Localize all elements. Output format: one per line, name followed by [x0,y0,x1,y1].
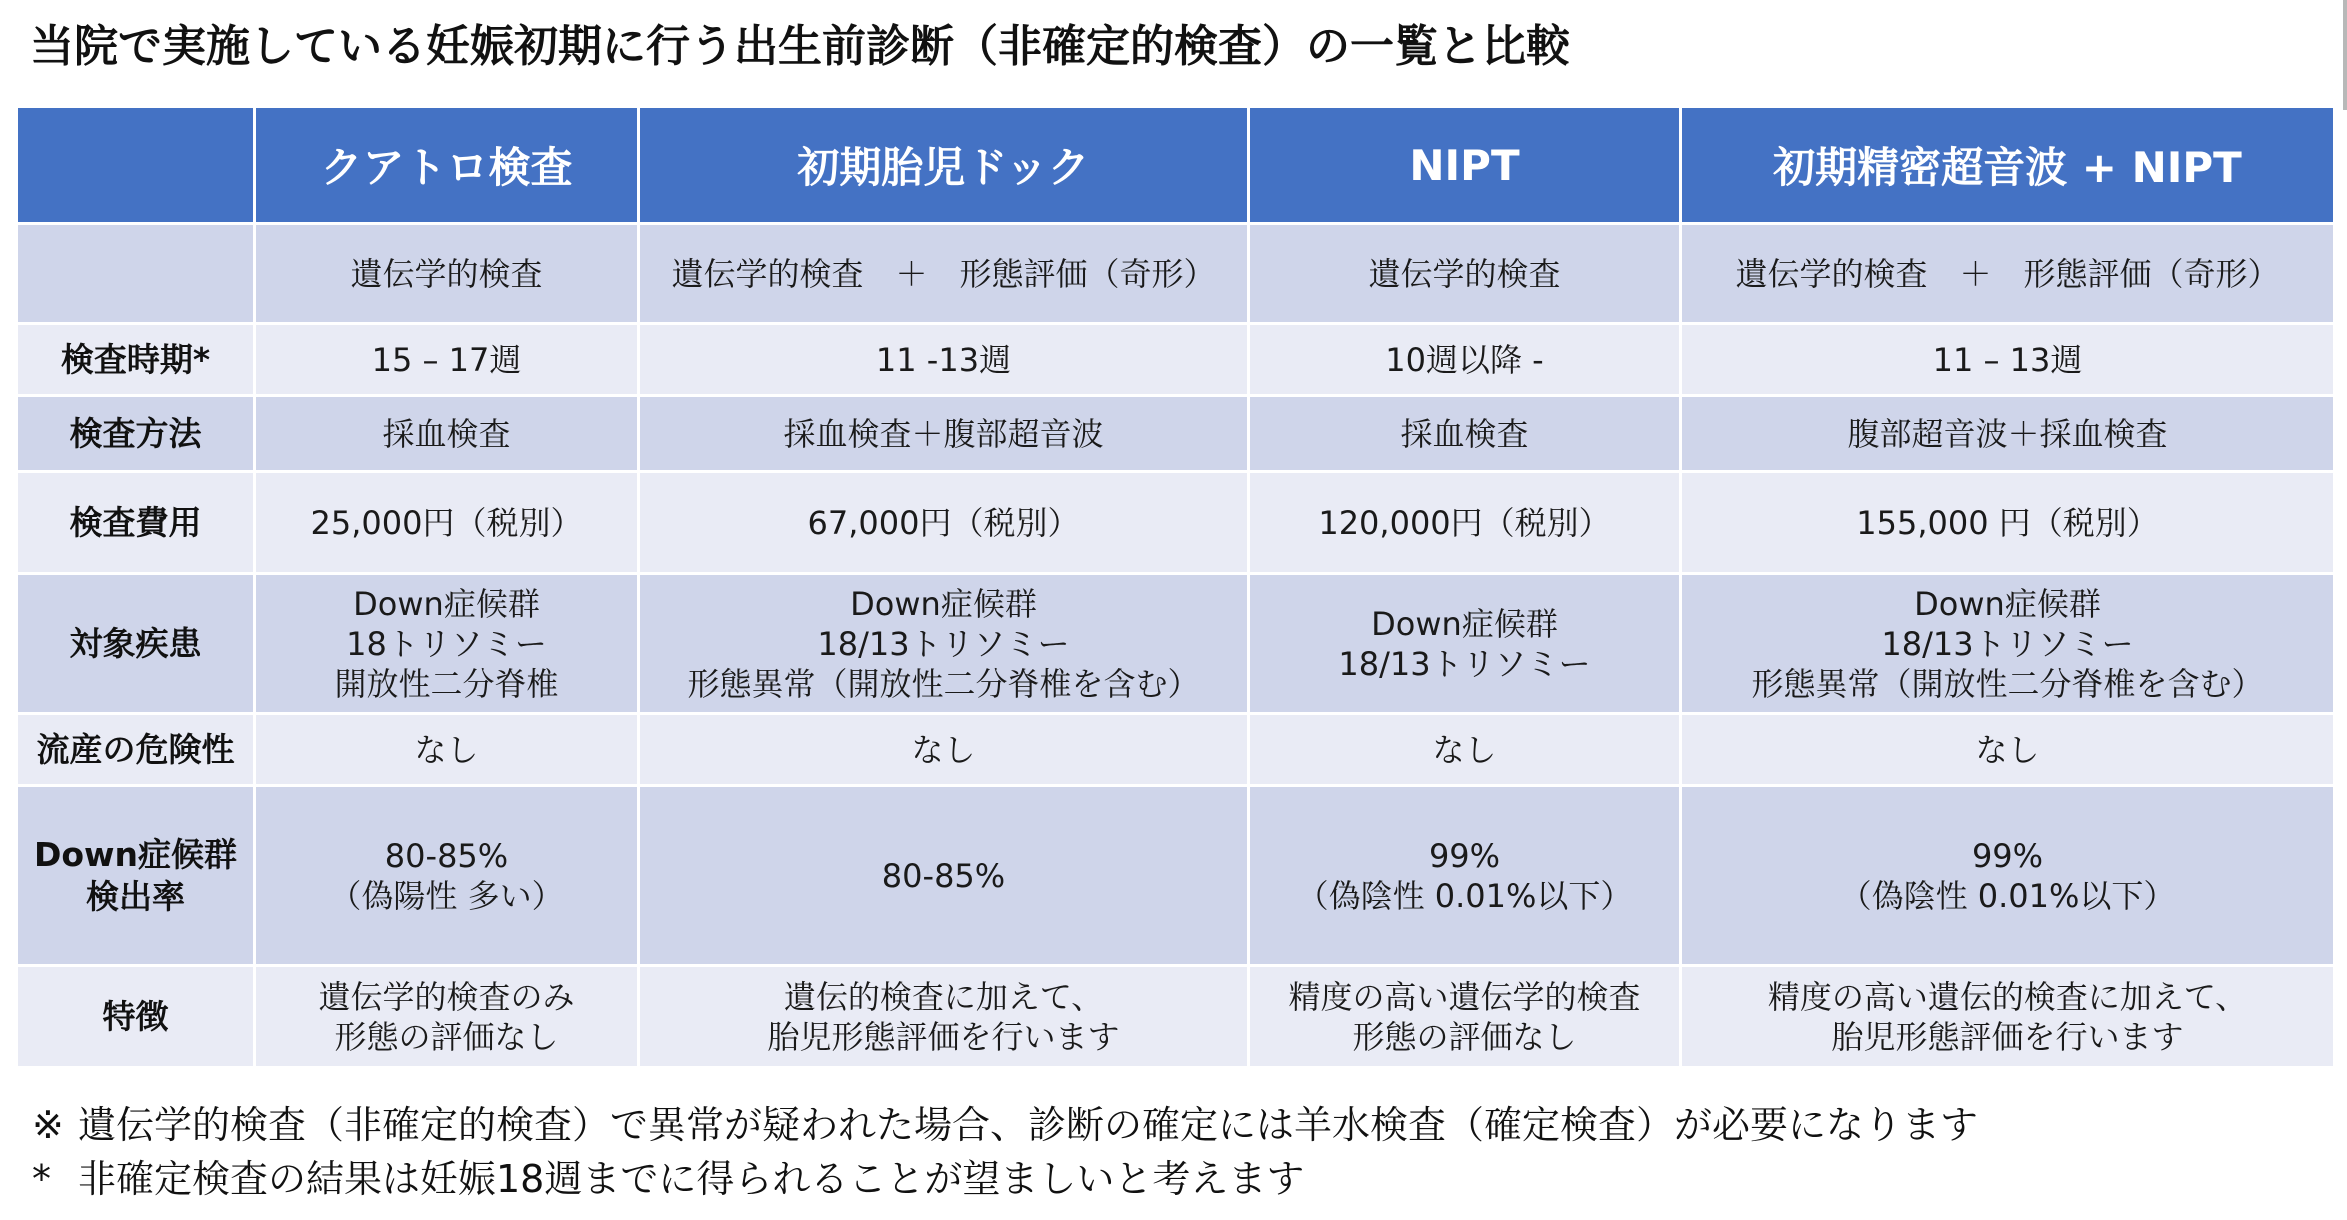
comparison-table [15,105,2336,1069]
table-cell: Down症候群 18/13トリソミー [1249,574,1681,714]
table-cell: 遺伝学的検査 ＋ 形態評価（奇形） [1681,224,2335,324]
table-cell: 80-85% [639,786,1249,966]
footnotes [32,1098,1978,1206]
footnote-mark: ※ [32,1103,64,1147]
table-cell: 遺伝的検査に加えて、 胎児形態評価を行います [639,966,1249,1068]
table-row-cost [17,472,2335,574]
footnote-text: 遺伝学的検査（非確定的検査）で異常が疑われた場合、診断の確定には羊水検査（確定検査）が必要になります [78,1103,1979,1147]
header-corner [17,107,255,224]
footnote-text: 非確定検査の結果は妊娠18週までに得られることが望ましいと考えます [78,1157,1305,1201]
header-ultrasound-nipt: 初期精密超音波 + NIPT [1681,107,2335,224]
table-cell: Down症候群 18/13トリソミー 形態異常（開放性二分脊椎を含む） [639,574,1249,714]
table-cell: 遺伝学的検査 [1249,224,1681,324]
table-row-method [17,396,2335,472]
table-row-target-diseases [17,574,2335,714]
table-cell: 99% （偽陰性 0.01%以下） [1681,786,2335,966]
table-row-features [17,966,2335,1068]
footnote-confirmatory-test [32,1098,1978,1152]
footnote-mark: * [32,1157,51,1201]
page-title: 当院で実施している妊娠初期に行う出生前診断（非確定的検査）の一覧と比較 [30,21,1570,72]
table-cell: なし [639,714,1249,786]
table-cell: Down症候群 18/13トリソミー 形態異常（開放性二分脊椎を含む） [1681,574,2335,714]
table-cell: 採血検査 [1249,396,1681,472]
row-label: 検査時期* [17,324,255,396]
table-cell: 25,000円（税別） [255,472,639,574]
table-cell: 10週以降 - [1249,324,1681,396]
footnote-timing [32,1152,1978,1206]
table-cell: 精度の高い遺伝的検査に加えて、 胎児形態評価を行います [1681,966,2335,1068]
table-cell: 精度の高い遺伝学的検査 形態の評価なし [1249,966,1681,1068]
table-cell: Down症候群 18トリソミー 開放性二分脊椎 [255,574,639,714]
row-label: 特徴 [17,966,255,1068]
table-row-miscarriage-risk [17,714,2335,786]
table-cell: 腹部超音波＋採血検査 [1681,396,2335,472]
header-quattro-test: クアトロ検査 [255,107,639,224]
table-cell: 155,000 円（税別） [1681,472,2335,574]
row-label: 対象疾患 [17,574,255,714]
table-header-row [17,107,2335,224]
table-cell: 採血検査＋腹部超音波 [639,396,1249,472]
table-cell: 15 – 17週 [255,324,639,396]
table-cell: なし [1681,714,2335,786]
table-cell: 11 – 13週 [1681,324,2335,396]
table-cell: なし [255,714,639,786]
row-label: 流産の危険性 [17,714,255,786]
edge-divider [2343,0,2347,110]
table-cell: なし [1249,714,1681,786]
table-cell: 67,000円（税別） [639,472,1249,574]
table-row-timing [17,324,2335,396]
table-cell: 120,000円（税別） [1249,472,1681,574]
row-label: 検査費用 [17,472,255,574]
table-cell: 80-85% （偽陽性 多い） [255,786,639,966]
table-cell: 11 -13週 [639,324,1249,396]
table-cell: 遺伝学的検査 [255,224,639,324]
table-cell: 採血検査 [255,396,639,472]
row-label: Down症候群 検出率 [17,786,255,966]
header-early-fetal-dock: 初期胎児ドック [639,107,1249,224]
row-label [17,224,255,324]
table-row-detection-rate [17,786,2335,966]
table-cell: 遺伝学的検査 ＋ 形態評価（奇形） [639,224,1249,324]
table-cell: 遺伝学的検査のみ 形態の評価なし [255,966,639,1068]
table-cell: 99% （偽陰性 0.01%以下） [1249,786,1681,966]
header-nipt: NIPT [1249,107,1681,224]
table-row-test-type [17,224,2335,324]
row-label: 検査方法 [17,396,255,472]
